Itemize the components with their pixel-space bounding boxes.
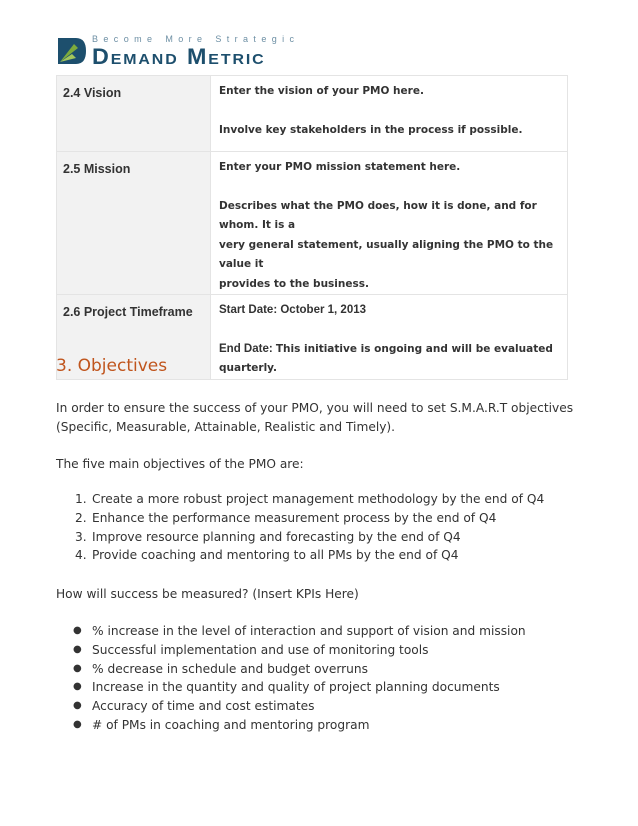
list-item: ● Successful implementation and use of monitoring tools xyxy=(56,641,526,660)
section-title: 3. Objectives xyxy=(56,356,168,376)
list-item: ● % decrease in schedule and budget overruns xyxy=(56,660,526,679)
mission-line: Enter your PMO mission statement here. xyxy=(219,161,461,173)
mission-line: Describes what the PMO does, how it is done, and for whom. It is a xyxy=(219,199,537,231)
list-item: 1. Create a more robust project management methodology by the end of Q4 xyxy=(75,492,545,506)
objectives-intro: The five main objectives of the PMO are: xyxy=(56,457,304,471)
objectives-list xyxy=(56,490,544,565)
bullet-icon: ● xyxy=(73,625,82,636)
brand-name: Demand Metric xyxy=(92,44,266,69)
brand-header xyxy=(56,34,356,70)
mission-line: provides to the business. xyxy=(219,277,369,290)
row-label: 2.4 Vision xyxy=(57,76,211,152)
list-item: 3. Improve resource planning and forecasting by the end of Q4 xyxy=(75,529,461,544)
brand-tagline: Become More Strategic xyxy=(92,34,300,44)
pmo-info-table xyxy=(56,75,568,380)
end-date-line xyxy=(219,340,561,379)
vision-line: Involve key stakeholders in the process if possible. xyxy=(219,123,523,136)
start-date-line xyxy=(219,301,561,321)
bullet-icon: ● xyxy=(73,718,82,730)
list-item: ● Accuracy of time and cost estimates xyxy=(56,697,526,716)
bullet-icon: ● xyxy=(73,681,82,693)
bullet-icon: ● xyxy=(73,643,82,655)
row-label: 2.5 Mission xyxy=(57,152,211,295)
list-item: 2. Enhance the performance measurement process by the end of Q4 xyxy=(75,510,497,525)
kpi-intro: How will success be measured? (Insert KPIs Here) xyxy=(56,587,359,601)
intro-line: (Specific, Measurable, Attainable, Realistic and Timely). xyxy=(56,420,396,434)
row-value xyxy=(211,76,568,152)
bullet-icon: ● xyxy=(73,700,82,712)
list-item: ● # of PMs in coaching and mentoring program xyxy=(56,716,526,735)
list-item: ● Increase in the quantity and quality of project planning documents xyxy=(56,678,526,697)
vision-line: Enter the vision of your PMO here. xyxy=(219,85,424,97)
row-value xyxy=(211,152,568,295)
row-value xyxy=(211,295,568,380)
table-row-mission xyxy=(57,152,568,295)
table-row-vision xyxy=(57,76,568,152)
mission-line: very general statement, usually aligning the PMO to the value it xyxy=(219,238,554,270)
bullet-icon: ● xyxy=(73,662,82,674)
start-date-value: October 1, 2013 xyxy=(280,304,367,316)
intro-paragraph xyxy=(56,399,576,437)
row-label: 2.6 Project Timeframe xyxy=(57,295,211,380)
list-item: ● % increase in the level of interaction and support of vision and mission xyxy=(56,622,526,641)
kpi-list xyxy=(56,622,526,735)
demand-metric-logo-icon xyxy=(56,36,88,66)
start-date-label: Start Date: xyxy=(219,304,281,316)
list-item: 4. Provide coaching and mentoring to all PMs by the end of Q4 xyxy=(75,548,459,563)
intro-line: In order to ensure the success of your PMO, you will need to set S.M.A.R.T objectives xyxy=(56,401,574,415)
end-date-value: This initiative is ongoing and will be evaluated quarterly. xyxy=(219,342,553,374)
end-date-label: End Date: xyxy=(219,342,276,355)
